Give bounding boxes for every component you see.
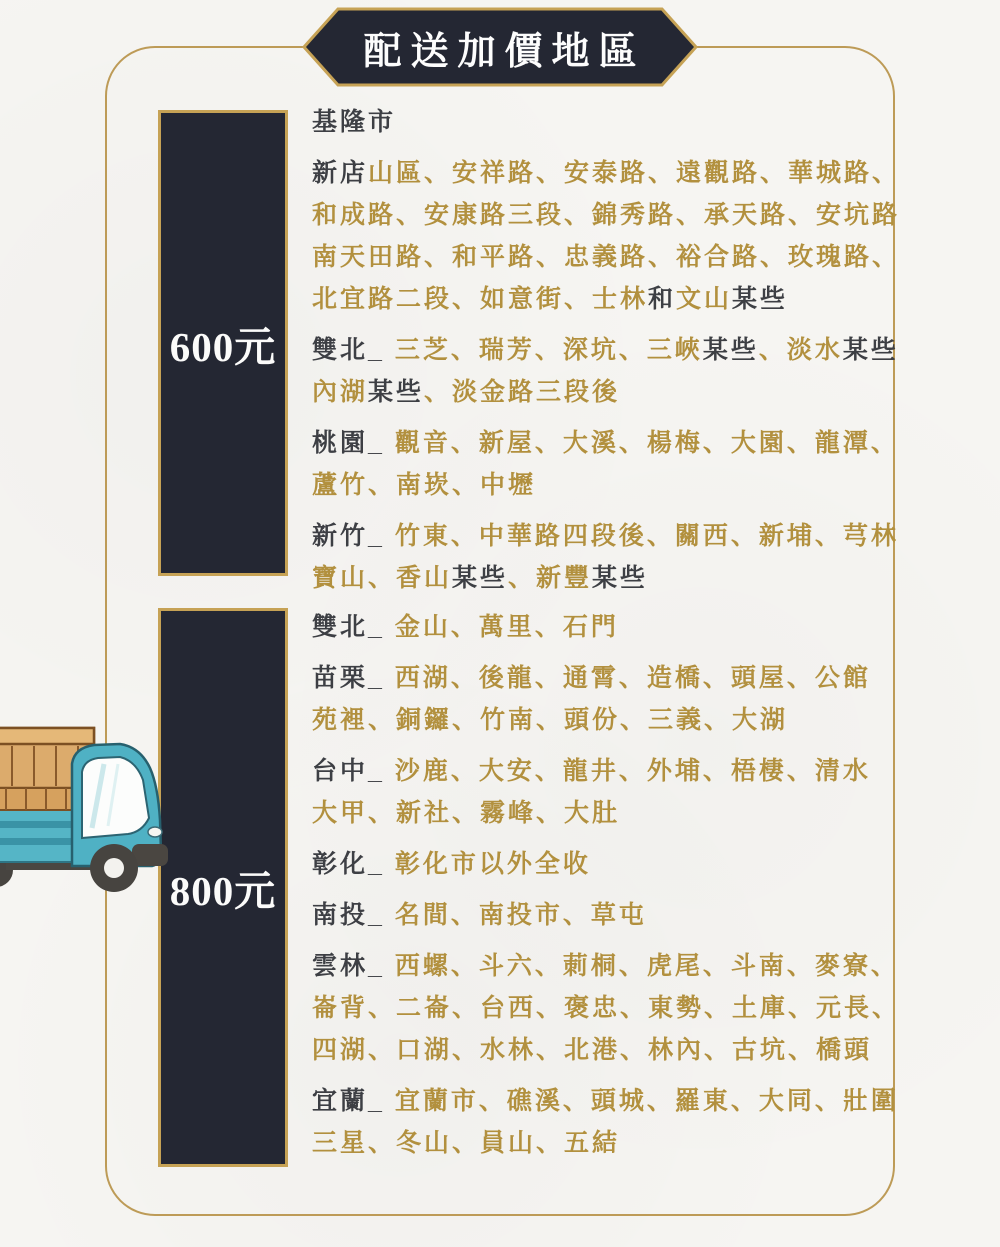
text-segment: 宜蘭_ (312, 1087, 395, 1115)
area-list-600 (312, 101, 901, 608)
text-segment: 苗栗_ (312, 664, 395, 692)
area-line (312, 1029, 892, 1071)
text-segment: 某些 (842, 336, 899, 364)
text-segment: 三星、冬山、員山、五結 (312, 1129, 621, 1157)
area-line (312, 894, 892, 936)
text-segment: 南天田路、和平路、忠義路、裕合路、玫瑰路、 (312, 243, 901, 271)
area-block (312, 945, 901, 1071)
price-label-600: 600元 (169, 323, 277, 370)
text-segment: 苑裡、銅鑼、竹南、頭份、三義、大湖 (312, 706, 789, 734)
text-segment: 內湖 (312, 378, 369, 406)
area-block (312, 606, 892, 648)
area-block (312, 657, 892, 741)
text-segment: 大甲、新社、霧峰、大肚 (312, 799, 621, 827)
text-segment: 某些 (592, 564, 649, 592)
area-line (312, 945, 899, 987)
text-segment: 雲林_ (312, 952, 395, 980)
text-segment: 雙北_ (312, 613, 395, 641)
text-segment: 、淡水 (758, 336, 843, 364)
price-bar-600 (158, 110, 288, 576)
area-line (312, 152, 901, 194)
text-segment: 基隆市 (312, 108, 397, 136)
text-segment: 金山、萬里、石門 (394, 613, 619, 641)
area-block (312, 329, 899, 413)
area-line (312, 843, 892, 885)
area-list-800 (312, 606, 901, 1173)
text-segment: 三芝、瑞芳、深坑、三峽 (394, 336, 703, 364)
text-segment: 某些 (702, 336, 759, 364)
text-segment: 西螺、斗六、莿桐、虎尾、斗南、麥寮、 (394, 952, 899, 980)
area-line (312, 278, 892, 320)
text-segment: 名間、南投市、草屯 (394, 901, 647, 929)
area-line (312, 371, 892, 413)
text-segment: 雙北_ (312, 336, 395, 364)
text-segment: 彰化市以外全收 (394, 850, 591, 878)
text-segment: 某些 (732, 285, 789, 313)
area-line (312, 987, 901, 1029)
area-block (312, 101, 892, 143)
area-line (312, 792, 892, 834)
area-line (312, 657, 892, 699)
truck-headlight (148, 827, 162, 837)
area-line (312, 1122, 892, 1164)
text-segment: 山區、安祥路、安泰路、遠觀路、華城路、 (368, 159, 901, 187)
text-segment: 竹東、中華路四段後、關西、新埔、芎林 (394, 522, 899, 550)
area-block (312, 422, 899, 506)
area-block (312, 843, 892, 885)
text-segment: 北宜路二段、如意街、士林 (312, 285, 649, 313)
text-segment: 觀音、新屋、大溪、楊梅、大園、龍潭、 (394, 429, 899, 457)
area-line (312, 194, 901, 236)
text-segment: 桃園_ (312, 429, 395, 457)
area-line (312, 557, 892, 599)
text-segment: 新店 (312, 159, 369, 187)
text-segment: 和成路、安康路三段、錦秀路、承天路、安坑路 (312, 201, 901, 229)
area-block (312, 1080, 899, 1164)
area-block (312, 152, 901, 320)
area-line (312, 1080, 899, 1122)
area-block (312, 894, 892, 936)
truck-illustration (0, 720, 174, 902)
text-segment: 崙背、二崙、台西、褒忠、東勢、土庫、元長、 (312, 994, 901, 1022)
text-segment: 蘆竹、南崁、中壢 (312, 471, 537, 499)
area-line (312, 236, 901, 278)
area-line (312, 515, 899, 557)
price-label-800: 800元 (169, 868, 277, 914)
price-bar-800 (158, 608, 288, 1167)
area-line (312, 464, 892, 506)
text-segment: 台中_ (312, 757, 395, 785)
text-segment: 、新豐 (508, 564, 593, 592)
text-segment: 和 (648, 285, 677, 313)
area-line (312, 422, 899, 464)
text-segment: 南投_ (312, 901, 395, 929)
text-segment: 文山 (676, 285, 733, 313)
area-line (312, 101, 892, 143)
text-segment: 、淡金路三段後 (424, 378, 621, 406)
text-segment: 寶山、香山 (312, 564, 453, 592)
text-segment: 西湖、後龍、通霄、造橋、頭屋、公館 (394, 664, 871, 692)
area-block (312, 515, 899, 599)
text-segment: 宜蘭市、礁溪、頭城、羅東、大同、壯圍 (394, 1087, 899, 1115)
area-line (312, 699, 892, 741)
area-line (312, 750, 892, 792)
text-segment: 某些 (368, 378, 425, 406)
text-segment: 四湖、口湖、水林、北港、林內、古坑、橋頭 (312, 1036, 873, 1064)
area-line (312, 606, 892, 648)
text-segment: 某些 (452, 564, 509, 592)
page-title: 配送加價地區 (363, 30, 646, 73)
area-line (312, 329, 899, 371)
text-segment: 新竹_ (312, 522, 395, 550)
text-segment: 沙鹿、大安、龍井、外埔、梧棲、清水 (394, 757, 871, 785)
area-block (312, 750, 892, 834)
text-segment: 彰化_ (312, 850, 395, 878)
